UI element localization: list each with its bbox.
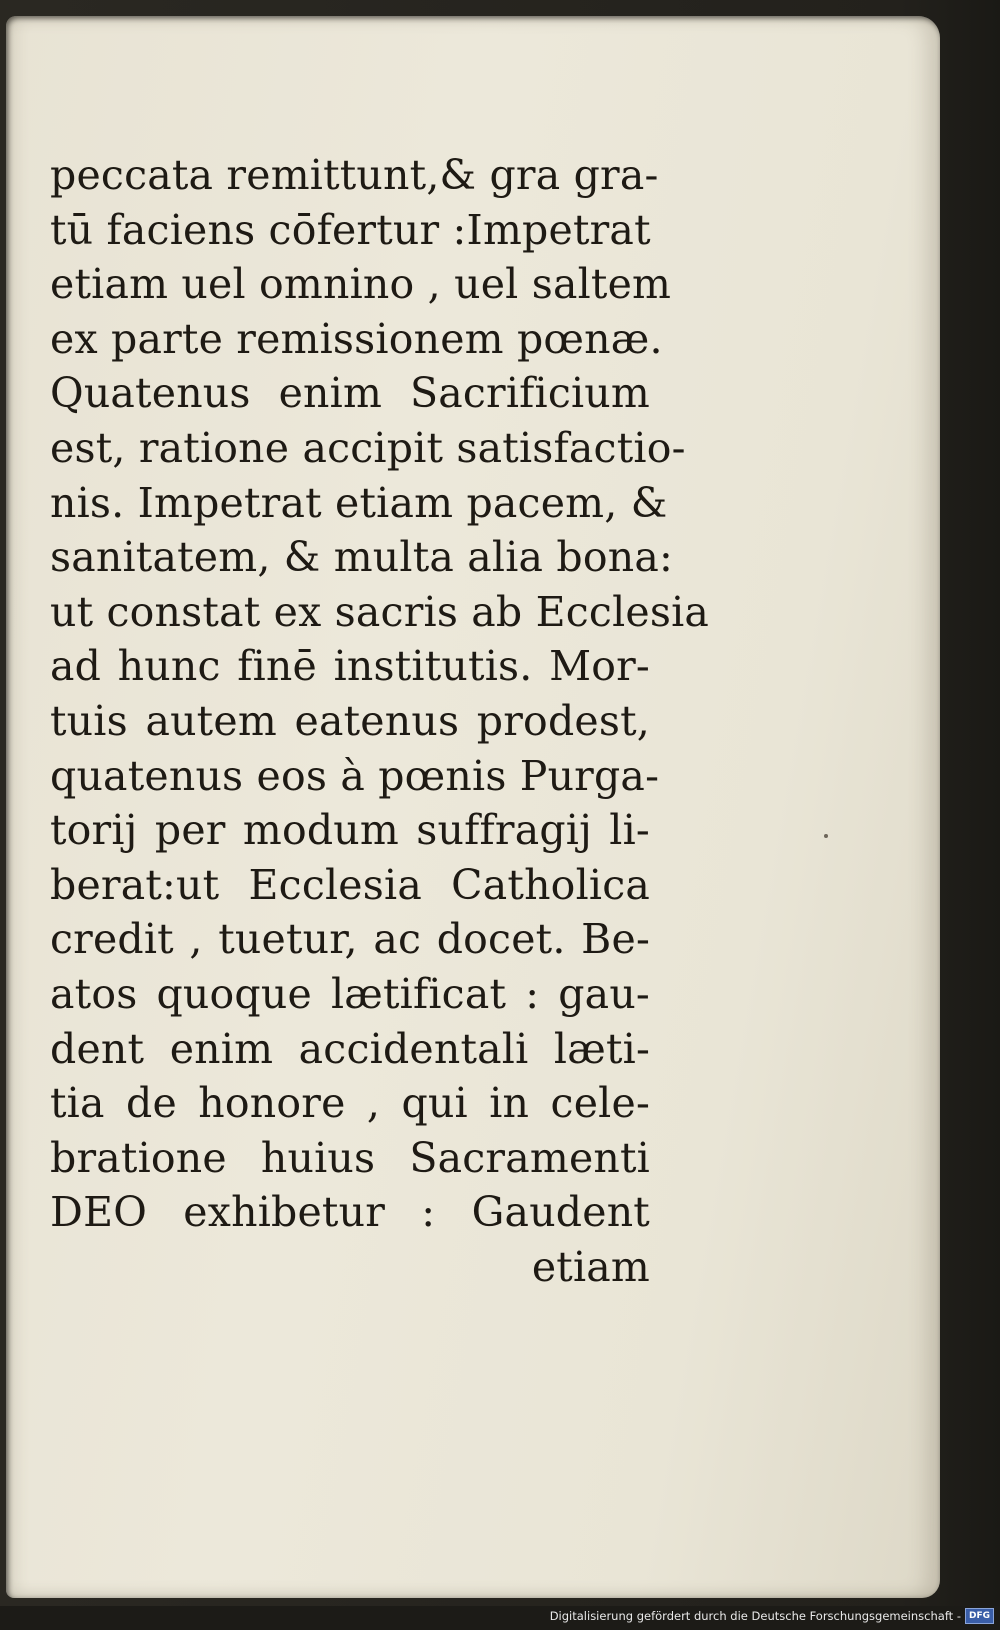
text-line: atos quoque lætificat : gau-	[50, 969, 650, 1018]
text-line: ex parte remissionem pœnæ.	[50, 314, 663, 363]
text-line: tū faciens cōfertur :Impetrat	[50, 205, 651, 254]
text-line: est, ratione accipit satisfactio-	[50, 423, 686, 472]
text-line: DEO exhibetur : Gaudent	[50, 1188, 650, 1237]
text-line: dent enim accidentali læti-	[50, 1024, 650, 1073]
text-block	[50, 148, 710, 1294]
text-line: berat:ut Ecclesia Catholica	[50, 860, 650, 909]
text-line: ad hunc finē institutis. Mor-	[50, 642, 650, 691]
text-line: peccata remittunt,& gra gra-	[50, 151, 659, 199]
text-line: etiam uel omnino , uel saltem	[50, 260, 672, 309]
text-line: nis. Impetrat etiam pacem, &	[50, 478, 668, 527]
catchword: etiam	[531, 1242, 650, 1291]
footer-credit: Digitalisierung gefördert durch die Deutsche Forschungsgemeinschaft -	[549, 1609, 961, 1623]
text-line: torij per modum suffragij li-	[50, 806, 650, 855]
dfg-logo: DFG	[965, 1608, 994, 1624]
text-line: ut constat ex sacris ab Ecclesia	[50, 587, 710, 636]
text-line: bratione huius Sacramenti	[50, 1133, 650, 1182]
text-line: sanitatem, & multa alia bona:	[50, 533, 674, 582]
book-page	[6, 16, 940, 1598]
text-line: tia de honore , qui in cele-	[50, 1079, 650, 1128]
paper-speck	[824, 834, 828, 838]
text-line: tuis autem eatenus prodest,	[50, 696, 650, 745]
text-line: credit , tuetur, ac docet. Be-	[50, 915, 650, 964]
text-line: Quatenus enim Sacrificium	[50, 369, 650, 418]
text-line: quatenus eos à pœnis Purga-	[50, 751, 660, 800]
digitization-footer	[550, 1606, 994, 1626]
